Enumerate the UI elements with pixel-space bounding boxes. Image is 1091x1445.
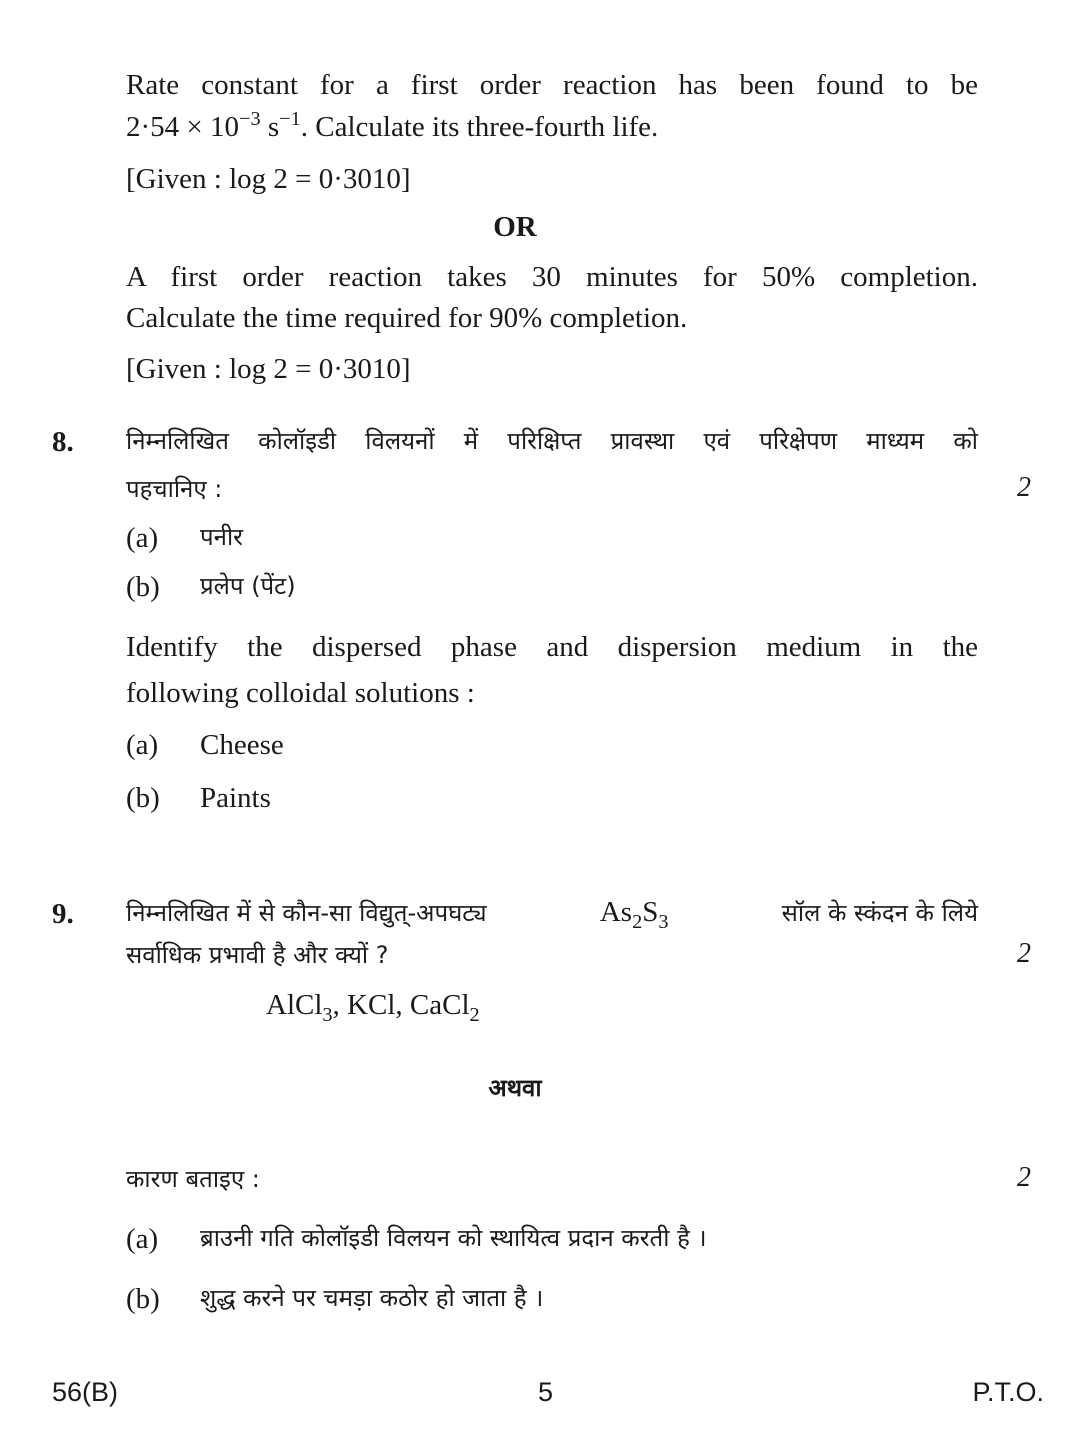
question-number-9: 9.	[52, 898, 74, 930]
q8-hindi-a-label: (a)	[126, 522, 159, 554]
q9-formulas: AlCl$_3$, KCl, CaCl$_2$	[266, 989, 480, 1027]
q8-marks: 2	[1017, 472, 1031, 503]
or-label-hindi: अथवा	[488, 1074, 542, 1102]
q9-b-label: (b)	[126, 1283, 160, 1315]
q9-b-text: शुद्ध करने पर चमड़ा कठोर हो जाता है ।	[200, 1284, 544, 1312]
q9-hindi-line1-pre: निम्नलिखित में से कौन-सा विद्युत्-अपघट्य	[126, 899, 487, 927]
or-label: OR	[493, 211, 537, 243]
q9-a-label: (a)	[126, 1223, 159, 1255]
q8-hindi-a: पनीर	[200, 523, 243, 551]
q9-hindi-line2: सर्वाधिक प्रभावी है और क्यों ?	[126, 941, 389, 969]
question-number-8: 8.	[52, 426, 74, 458]
q9-hindi-line1-post: सॉल के स्कंदन के लिये	[781, 899, 978, 927]
q8-en-b: Paints	[200, 782, 271, 814]
q9-a-text: ब्राउनी गति कोलॉइडी विलयन को स्थायित्व प्रदान करती है ।	[200, 1224, 707, 1252]
q7-given: [Given : log 2 = 0·3010]	[126, 163, 411, 195]
q9-marks: 2	[1017, 938, 1031, 969]
q9-reason-marks: 2	[1017, 1162, 1031, 1193]
q8-hindi-line1: निम्नलिखित कोलॉइडी विलयनों में परिक्षिप्त प्रावस्था एवं परिक्षेपण माध्यम को	[126, 427, 978, 455]
q7-alt-line1: A first order reaction takes 30 minutes for 50% completion.	[126, 261, 978, 293]
q8-hindi-b-label: (b)	[126, 571, 160, 603]
q8-en-line1: Identify the dispersed phase and dispersion medium in the	[126, 631, 978, 663]
q7-alt-line2: Calculate the time required for 90% completion.	[126, 302, 688, 334]
q7-line1: Rate constant for a first order reaction has been found to be	[126, 69, 978, 101]
q9-formula-as2s3: $As_2S_3$	[599, 896, 669, 934]
q8-en-a: Cheese	[200, 729, 284, 761]
q9-reason-intro: कारण बताइए :	[126, 1165, 260, 1193]
page-number: 5	[537, 1377, 554, 1407]
paper-code: 56(B)	[52, 1377, 119, 1407]
q8-en-line2: following colloidal solutions :	[126, 677, 475, 709]
q8-hindi-line2: पहचानिए :	[126, 475, 223, 503]
q8-en-a-label: (a)	[126, 729, 159, 761]
q7-alt-given: [Given : log 2 = 0·3010]	[126, 353, 411, 385]
q7-line2: $2\cdot 54 \times 10^{-3}$ $s^{-1}$. Calculate its three-fourth life.	[126, 107, 659, 143]
q8-hindi-b: प्रलेप (पेंट)	[200, 572, 296, 600]
q8-en-b-label: (b)	[126, 782, 160, 814]
q9-hindi-line1	[126, 895, 978, 934]
pto-label: P.T.O.	[972, 1377, 1044, 1407]
